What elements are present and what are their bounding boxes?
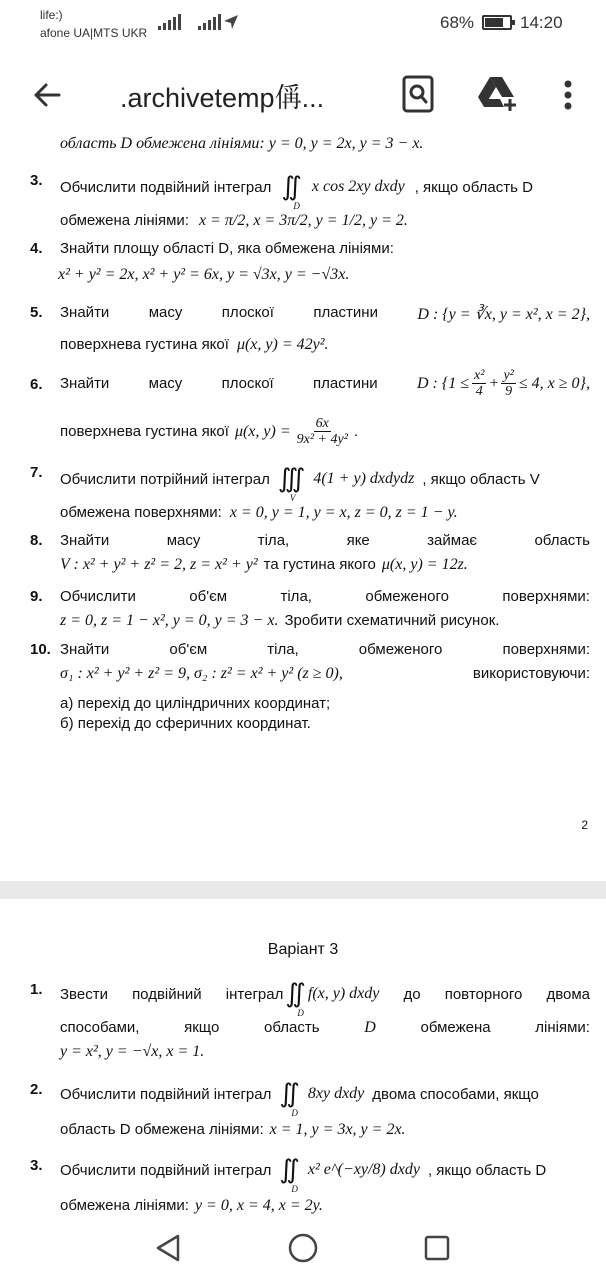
page-separator	[0, 881, 606, 899]
carrier-1-label: life:)	[40, 8, 63, 22]
document-search-icon[interactable]	[398, 72, 438, 116]
integral-sign: ∬ D	[279, 1079, 300, 1118]
integral-sign: ∬ D	[279, 1155, 300, 1194]
recents-square-icon[interactable]	[419, 1230, 455, 1266]
integrand: x cos 2xy dxdy	[311, 178, 405, 195]
signal-1-icon	[158, 14, 181, 30]
signal-2-icon	[198, 14, 221, 30]
document-page-2[interactable]: область D обмежена лініями: y = 0, y = 2x, y = 3 − x. 3. Обчислити подвійний інтеграл ∬ D x cos 2xy dxdy , якщо область D обмежена лініями: x = π/2, x = 3π/2, y = 1/2, y = 2. 4. Знайти площу області D, яка обмежена лініями: x² + y² = 2x, x² + y² = 6x, y = √3x, y = −√3x. 5. Знайти масу плоскої пластини D : {y = ∛x, y = x², x = 2}, поверхнева густина якої μ(x, y) = 42y². 6. Знайти масу плоскої пластини D : {1 ≤ $\frac{\text{x²}}{4}$ + $\frac{\text{y²}}{9}$ ≤ 4, x ≥ 0}, поверхнева густина якої μ(x, y) = $\frac{6x}{\text{9x² + 4y²}}$ . 7. Обчислити потрійний інтеграл ∭ V 4(1 + y) dxdydz , якщо область V обмежена поверхнями: x = 0, y = 1, y = x, z = 0, z = 1 − y. 8. Знайти масу тіла, яке займає область V : x² + y² + z² = 2, z = x² + y² та густина якого μ(x, y) = 12z. 9. Обчислити об'єм тіла, обмеженого поверхнями: z = 0, z = 1 − x², y = 0, y = 3 − x. Зробити схематичний рисунок. 10. Знайти об'єм тіла, обмеженого поверхнями: σ₁ : x² + y² + z² = 9, σ₂ : z² = x² + y² (z ≥ 0), використовуючи: а) перехід до циліндричних координат; б) перехід до сферичних координат. 2	[0, 136, 606, 881]
status-bar	[0, 0, 606, 52]
triple-integral-sign: ∭ V	[277, 464, 306, 503]
back-triangle-icon[interactable]	[150, 1230, 186, 1266]
clock: 14:20	[520, 13, 563, 32]
carrier-2-label: afone UA|MTS UKR	[40, 26, 148, 40]
problem-number: 3.	[30, 172, 43, 189]
back-arrow-icon[interactable]	[26, 74, 68, 116]
document-title: .archivetemp偁...	[120, 83, 325, 113]
home-circle-icon[interactable]	[285, 1230, 321, 1266]
more-vert-icon[interactable]	[556, 74, 580, 116]
battery-percent: 68%	[440, 13, 475, 32]
document-page-3[interactable]: Варіант 3 1. Звести подвійний інтеграл ∬ D f(x, y) dxdy до повторного двома способами, якщо область D обмежена лініями: y = x², y = −√x, x = 1. 2. Обчислити подвійний інтеграл ∬ D 8xy dxdy двома способами, якщо область D обмежена лініями: x = 1, y = 3x, y = 2x. 3. Обчислити подвійний інтеграл ∬ D x² e^(−xy/8) dxdy , якщо область D обмежена лініями: y = 0, x = 4, x = 2y.	[0, 899, 606, 1214]
variant-title: Варіант 3	[267, 941, 339, 958]
integral-sign: ∬ D	[281, 172, 302, 211]
drive-add-icon[interactable]	[474, 72, 522, 116]
cut-off-line: область D обмежена лініями: y = 0, y = 2x, y = 3 − x.	[60, 136, 424, 152]
integral-sign: ∬ D	[285, 979, 306, 1018]
location-icon	[222, 13, 240, 36]
battery-icon	[482, 15, 512, 30]
page-number: 2	[581, 818, 588, 832]
app-toolbar	[0, 52, 606, 136]
system-nav-bar	[0, 1214, 606, 1280]
